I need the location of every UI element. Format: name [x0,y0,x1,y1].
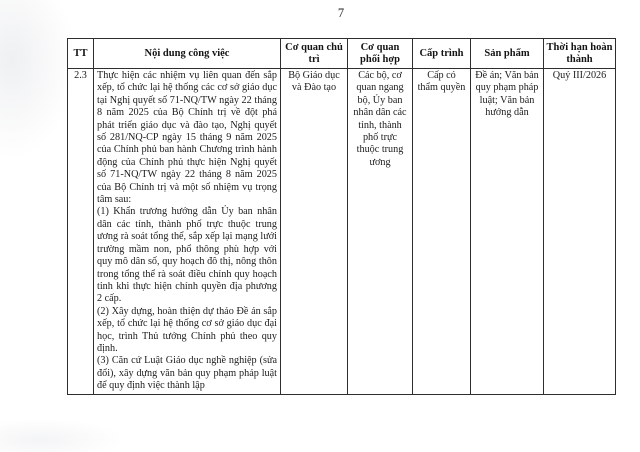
header-cell-chu-tri: Cơ quan chủ trì [281,39,348,69]
row-index-cell: 2.3 [68,69,94,395]
deadline-cell: Quý III/2026 [544,69,616,395]
approval-level-cell: Cấp có thẩm quyền [413,69,471,395]
page-number: 7 [337,6,345,20]
task-table [67,38,616,395]
header-cell-san-pham: Sản phẩm [471,39,544,69]
task-description-cell [94,69,281,395]
header-cell-thoi-han: Thời hạn hoàn thành [544,39,616,69]
task-description-item-2: (2) Xây dựng, hoàn thiện dự thảo Đề án sắp xếp, tổ chức lại hệ thống cơ sở giáo dục đại học, trình Thủ tướng Chính phủ theo quy định. [97,305,277,354]
header-cell-noi-dung: Nội dung công việc [94,39,281,69]
lead-agency-cell: Bộ Giáo dục và Đào tạo [281,69,348,395]
header-cell-cap-trinh: Cấp trình [413,39,471,69]
header-cell-phoi-hop: Cơ quan phối hợp [348,39,413,69]
task-description-intro: Thực hiện các nhiệm vụ liên quan đến sắp xếp, tổ chức lại hệ thống các cơ sở giáo dục tại Nghị quyết số 71-NQ/TW ngày 22 tháng 8 năm 2025 của Bộ Chính trị về đột phá phát triển giáo dục và đào tạo, Nghị quyết số 281/NQ-CP ngày 15 tháng 9 năm 2025 của Chính phủ ban hành Chương trình hành động của Chính phủ thực hiện Nghị quyết số 71-NQ/TW ngày 22 tháng 8 năm 2025 của Bộ Chính trị và một số nhiệm vụ trọng tâm sau: [97,70,277,206]
table-header-row [68,39,616,69]
header-cell-tt: TT [68,39,94,69]
table-row [68,69,616,395]
task-description-item-1: (1) Khẩn trương hướng dẫn Ủy ban nhân dân các tỉnh, thành phố trực thuộc trung ương rà soát tổng thể, sắp xếp lại mạng lưới trường mầm non, phổ thông phù hợp với quy mô dân số, quy hoạch đô thị, nông thôn trong tổng thể rà soát điều chỉnh quy hoạch tỉnh khi thực hiện chính quyền địa phương 2 cấp. [97,206,277,305]
task-description-item-3: (3) Căn cứ Luật Giáo dục nghề nghiệp (sửa đổi), xây dựng văn bản quy phạm pháp luật để quy định việc thành lập [97,355,277,392]
coordinating-agency-cell: Các bộ, cơ quan ngang bộ, Ủy ban nhân dân các tỉnh, thành phố trực thuộc trung ương [348,69,413,395]
product-cell: Đề án; Văn bản quy phạm pháp luật; Văn bản hướng dẫn [471,69,544,395]
